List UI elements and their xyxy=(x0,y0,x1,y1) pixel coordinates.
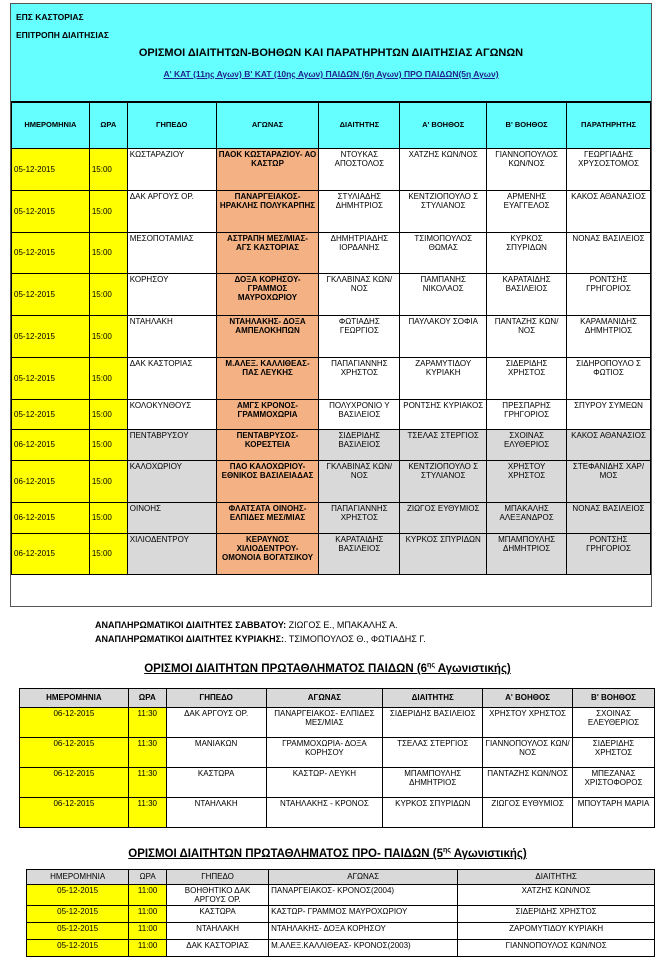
youth-title-end: Αγωνιστικής) xyxy=(434,662,511,675)
col-time: 15:00 xyxy=(89,233,127,274)
col-referee: ΓΚΛΑΒΙΝΑΣ ΚΩΝ/ΝΟΣ xyxy=(319,461,400,503)
schedule-title: ΟΡΙΣΜΟΙ ΔΙΑΙΤΗΤΩΝ-ΒΟΗΘΩΝ ΚΑΙ ΠΑΡΑΤΗΡΗΤΩΝ ΔΙΑΙΤΗΣΙΑΣ ΑΓΩΝΩΝ xyxy=(138,47,524,59)
col-assistant1: ΧΡΗΣΤΟΥ ΧΡΗΣΤΟΣ xyxy=(483,708,573,738)
col-referee: ΜΠΑΜΠΟΥΛΗΣ ΔΗΜΗΤΡΙΟΣ xyxy=(383,768,483,798)
col-venue: ΚΑΛΟΧΩΡΙΟΥ xyxy=(127,461,216,503)
header-col-observer: ΠΑΡΑΤΗΡΗΤΗΣ xyxy=(567,103,651,149)
col-observer: ΣΠΥΡΟΥ ΣΥΜΕΩΝ xyxy=(567,400,651,430)
header-col-time: ΩΡΑ xyxy=(128,689,166,708)
schedule-subtitle: Α' ΚΑΤ (11ης Αγων) Β' ΚΑΤ (10ης Αγων) ΠΑΙΔΩΝ (6η Αγων) ΠΡΟ ΠΑΙΔΩΝ(5η Αγων) xyxy=(163,69,499,79)
col-venue: ΚΩΣΤΑΡΑΖΙΟΥ xyxy=(127,149,216,191)
col-time: 15:00 xyxy=(89,191,127,233)
col-venue: ΚΟΛΟΚΥΝΘΟΥΣ xyxy=(127,400,216,430)
header-col-referee: ΔΙΑΙΤΗΤΗΣ xyxy=(319,103,400,149)
col-assistant2: ΚΥΡΚΟΣ ΣΠΥΡΙΔΩΝ xyxy=(487,233,567,274)
col-venue: ΜΑΝΙΑΚΩΝ xyxy=(166,738,266,768)
col-match: ΠΑΟΚ ΚΩΣΤΑΡΑΖΙΟΥ- ΑΟ ΚΑΣΤΩΡ xyxy=(216,149,319,191)
col-observer: ΚΑΚΟΣ ΑΘΑΝΑΣΙΟΣ xyxy=(567,430,651,461)
col-observer: ΚΑΡΑΜΑΝΙΔΗΣ ΔΗΜΗΤΡΙΟΣ xyxy=(567,316,651,358)
col-date: 06-12-2015 xyxy=(12,430,90,461)
col-date: 06-12-2015 xyxy=(12,503,90,534)
col-assistant2: ΧΡΗΣΤΟΥ ΧΡΗΣΤΟΣ xyxy=(487,461,567,503)
col-assistant1: ΚΕΝΤΖΙΟΠΟΥΛΟ Σ ΣΤΥΛΙΑΝΟΣ xyxy=(400,461,487,503)
col-referee: ΔΗΜΗΤΡΙΑΔΗΣ ΙΟΡΔΑΝΗΣ xyxy=(319,233,400,274)
col-match: ΠΑΝΑΡΓΕΙΑΚΟΣ- ΗΡΑΚΛΗΣ ΠΟΛΥΚΑΡΠΗΣ xyxy=(216,191,319,233)
col-assistant2: ΑΡΜΕΝΗΣ ΕΥΑΓΓΕΛΟΣ xyxy=(487,191,567,233)
header-col-assistant1: Α' ΒΟΗΘΟΣ xyxy=(483,689,573,708)
col-assistant2: ΜΠΑΚΑΛΗΣ ΑΛΕΞΑΝΔΡΟΣ xyxy=(487,503,567,534)
col-date: 05-12-2015 xyxy=(27,923,129,940)
col-referee: ΚΑΡΑΤΑΙΔΗΣ ΒΑΣΙΛΕΙΟΣ xyxy=(319,534,400,575)
youth-title-sup: ης xyxy=(427,662,435,669)
col-time: 11:00 xyxy=(129,885,167,906)
header-col-assistant1: Α' ΒΟΗΘΟΣ xyxy=(400,103,487,149)
col-referee: ΤΣΕΛΑΣ ΣΤΕΡΓΙΟΣ xyxy=(383,738,483,768)
col-match: ΦΛΑΤΣΑΤΑ ΟΙΝΟΗΣ- ΕΛΠΙΔΕΣ ΜΕΣ/ΜΙΑΣ xyxy=(216,503,319,534)
col-time: 15:00 xyxy=(89,316,127,358)
col-match: ΔΟΞΑ ΚΟΡΗΣΟΥ- ΓΡΑΜΜΟΣ ΜΑΥΡΟΧΩΡΙΟΥ xyxy=(216,274,319,316)
col-venue: ΚΑΣΤΩΡΑ xyxy=(167,906,269,923)
col-referee: ΧΑΤΖΗΣ ΚΩΝ/ΝΟΣ xyxy=(458,885,655,906)
col-referee: ΠΑΠΑΓΙΑΝΝΗΣ ΧΡΗΣΤΟΣ xyxy=(319,503,400,534)
col-assistant2: ΣΧΟΙΝΑΣ ΕΛΥΘΕΡΙΟΣ xyxy=(487,430,567,461)
col-date: 05-12-2015 xyxy=(12,149,90,191)
col-assistant1: ΓΙΑΝΝΟΠΟΥΛΟΣ ΚΩΝ/ΝΟΣ xyxy=(483,738,573,768)
col-venue: ΠΕΝΤΑΒΡΥΣΟΥ xyxy=(127,430,216,461)
col-referee: ΦΩΤΙΑΔΗΣ ΓΕΩΡΓΙΟΣ xyxy=(319,316,400,358)
col-assistant1: ΖΙΩΓΟΣ ΕΥΘΥΜΙΟΣ xyxy=(483,798,573,828)
backup-saturday xyxy=(95,620,398,630)
col-date: 05-12-2015 xyxy=(27,885,129,906)
col-time: 11:30 xyxy=(128,738,166,768)
col-assistant2: ΣΙΔΕΡΙΔΗΣ ΧΡΗΣΤΟΣ xyxy=(487,358,567,400)
schedule-header xyxy=(11,4,651,102)
header-col-venue: ΓΗΠΕΔΟ xyxy=(167,870,269,885)
junior-matches-table xyxy=(26,869,655,957)
col-assistant1: ΚΕΝΤΖΙΟΠΟΥΛΟ Σ ΣΤΥΛΙΑΝΟΣ xyxy=(400,191,487,233)
table-header-row xyxy=(27,870,655,885)
col-assistant1: ΠΑΝΤΑΖΗΣ ΚΩΝ/ΝΟΣ xyxy=(483,768,573,798)
table-header-row xyxy=(12,103,651,149)
col-match: ΑΜΓΣ ΚΡΟΝΟΣ- ΓΡΑΜΜΟΧΩΡΙΑ xyxy=(216,400,319,430)
table-header-row xyxy=(20,689,655,708)
col-time: 11:30 xyxy=(128,798,166,828)
col-match: ΠΑΝΑΡΓΕΙΑΚΟΣ- ΕΛΠΙΔΕΣ ΜΕΣ/ΜΙΑΣ xyxy=(266,708,383,738)
col-venue: ΚΟΡΗΣΟΥ xyxy=(127,274,216,316)
backup-sunday-names: . ΤΣΙΜΟΠΟΥΛΟΣ Θ., ΦΩΤΙΑΔΗΣ Γ. xyxy=(284,634,426,644)
col-time: 15:00 xyxy=(89,461,127,503)
col-time: 15:00 xyxy=(89,274,127,316)
junior-title-end: Αγωνιστικής) xyxy=(450,847,527,860)
header-col-referee: ΔΙΑΙΤΗΤΗΣ xyxy=(383,689,483,708)
header-col-assistant2: Β' ΒΟΗΘΟΣ xyxy=(573,689,655,708)
youth-title xyxy=(0,662,655,675)
col-venue: ΔΑΚ ΑΡΓΟΥΣ ΟΡ. xyxy=(166,708,266,738)
col-date: 05-12-2015 xyxy=(27,940,129,957)
col-assistant2: ΓΙΑΝΝΟΠΟΥΛΟΣ ΚΩΝ/ΝΟΣ xyxy=(487,149,567,191)
col-time: 11:30 xyxy=(128,768,166,798)
col-date: 05-12-2015 xyxy=(12,274,90,316)
col-assistant1: ΠΑΥΛΑΚΟΥ ΣΟΦΙΑ xyxy=(400,316,487,358)
col-venue: ΔΑΚ ΚΑΣΤΟΡΙΑΣ xyxy=(167,940,269,957)
col-match: ΚΑΣΤΩΡ- ΓΡΑΜΜΟΣ ΜΑΥΡΟΧΩΡΙΟΥ xyxy=(269,906,458,923)
col-match: ΝΤΑΗΛΑΚΗΣ- ΔΟΞΑ ΚΟΡΗΣΟΥ xyxy=(269,923,458,940)
col-time: 15:00 xyxy=(89,534,127,575)
col-observer: ΓΕΩΡΓΙΑΔΗΣ ΧΡΥΣΟΣΤΟΜΟΣ xyxy=(567,149,651,191)
table-row xyxy=(20,798,655,828)
col-match: ΝΤΑΗΛΑΚΗΣ- ΔΟΞΑ ΑΜΠΕΛΟΚΗΠΩΝ xyxy=(216,316,319,358)
table-row xyxy=(12,149,651,191)
table-row xyxy=(12,400,651,430)
col-observer: ΡΟΝΤΣΗΣ ΓΡΗΓΟΡΙΟΣ xyxy=(567,534,651,575)
table-row xyxy=(12,191,651,233)
col-referee: ΣΤΥΛΙΑΔΗΣ ΔΗΜΗΤΡΙΟΣ xyxy=(319,191,400,233)
header-col-match: ΑΓΩΝΑΣ xyxy=(269,870,458,885)
table-row xyxy=(12,534,651,575)
col-time: 15:00 xyxy=(89,400,127,430)
col-match: ΓΡΑΜΜΟΧΩΡΙΑ- ΔΟΞΑ ΚΟΡΗΣΟΥ xyxy=(266,738,383,768)
table-empty-area xyxy=(12,575,651,643)
table-row xyxy=(27,885,655,906)
junior-title-text: ΟΡΙΣΜΟΙ ΔΙΑΙΤΗΤΩΝ ΠΡΩΤΑΘΛΗΜΑΤΟΣ ΠΡΟ- ΠΑΙΔΩΝ (5 xyxy=(128,847,444,860)
col-date: 05-12-2015 xyxy=(12,400,90,430)
backup-sunday-label: ΑΝΑΠΛΗΡΩΜΑΤΙΚΟΙ ΔΙΑΙΤΗΤΕΣ ΚΥΡΙΑΚΗΣ: xyxy=(95,634,284,644)
header-col-date: ΗΜΕΡΟΜΗΝΙΑ xyxy=(12,103,90,149)
col-observer: ΡΟΝΤΣΗΣ ΓΡΗΓΟΡΙΟΣ xyxy=(567,274,651,316)
col-observer: ΚΑΚΟΣ ΑΘΑΝΑΣΙΟΣ xyxy=(567,191,651,233)
col-match: Μ.ΑΛΕΞ. ΚΑΛΛΙΘΕΑΣ- ΠΑΣ ΛΕΥΚΗΣ xyxy=(216,358,319,400)
col-observer: ΝΟΝΑΣ ΒΑΣΙΛΕΙΟΣ xyxy=(567,233,651,274)
col-assistant2: ΜΠΕΖΑΝΑΣ ΧΡΙΣΤΟΦΟΡΟΣ xyxy=(573,768,655,798)
col-assistant2: ΜΠΑΜΠΟΥΛΗΣ ΔΗΜΗΤΡΙΟΣ xyxy=(487,534,567,575)
col-date: 06-12-2015 xyxy=(20,768,129,798)
col-assistant1: ΖΑΡΑΜΥΤΙΔΟΥ ΚΥΡΙΑΚΗ xyxy=(400,358,487,400)
col-date: 05-12-2015 xyxy=(27,906,129,923)
table-row xyxy=(12,358,651,400)
youth-matches-table xyxy=(19,688,655,828)
col-venue: ΝΤΑΗΛΑΚΗ xyxy=(166,798,266,828)
col-match: ΝΤΑΗΛΑΚΗΣ - ΚΡΟΝΟΣ xyxy=(266,798,383,828)
col-assistant1: ΠΑΜΠΑΝΗΣ ΝΙΚΟΛΑΟΣ xyxy=(400,274,487,316)
col-match: Μ.ΑΛΕΞ.ΚΑΛΛΙΘΕΑΣ- ΚΡΟΝΟΣ(2003) xyxy=(269,940,458,957)
header-col-referee: ΔΙΑΙΤΗΤΗΣ xyxy=(458,870,655,885)
col-assistant2: ΠΡΕΣΠΑΡΗΣ ΓΡΗΓΟΡΙΟΣ xyxy=(487,400,567,430)
col-observer: ΣΙΔΗΡΟΠΟΥΛΟ Σ ΦΩΤΙΟΣ xyxy=(567,358,651,400)
header-col-assistant2: Β' ΒΟΗΘΟΣ xyxy=(487,103,567,149)
senior-matches-table xyxy=(11,102,651,643)
col-referee: ΣΙΔΕΡΙΔΗΣ ΒΑΣΙΛΕΙΟΣ xyxy=(383,708,483,738)
header-col-date: ΗΜΕΡΟΜΗΝΙΑ xyxy=(20,689,129,708)
col-venue: ΔΑΚ ΑΡΓΟΥΣ ΟΡ. xyxy=(127,191,216,233)
header-col-time: ΩΡΑ xyxy=(129,870,167,885)
col-date: 06-12-2015 xyxy=(20,738,129,768)
table-row xyxy=(12,316,651,358)
col-assistant1: ΚΥΡΚΟΣ ΣΠΥΡΙΔΩΝ xyxy=(400,534,487,575)
col-date: 05-12-2015 xyxy=(12,316,90,358)
main-schedule-frame xyxy=(10,3,652,607)
col-time: 11:00 xyxy=(129,906,167,923)
col-assistant1: ΧΑΤΖΗΣ ΚΩΝ/ΝΟΣ xyxy=(400,149,487,191)
junior-title-sup: ης xyxy=(443,847,451,854)
header-col-time: ΩΡΑ xyxy=(89,103,127,149)
table-row xyxy=(12,430,651,461)
col-assistant2: ΣΧΟΙΝΑΣ ΕΛΕΥΘΕΡΙΟΣ xyxy=(573,708,655,738)
header-col-match: ΑΓΩΝΑΣ xyxy=(266,689,383,708)
col-referee: ΝΤΟΥΚΑΣ ΑΠΟΣΤΟΛΟΣ xyxy=(319,149,400,191)
col-time: 11:30 xyxy=(128,708,166,738)
col-observer: ΣΤΕΦΑΝΙΔΗΣ ΧΑΡ/ΜΟΣ xyxy=(567,461,651,503)
table-row xyxy=(20,708,655,738)
col-referee: ΣΙΔΕΡΙΔΗΣ ΧΡΗΣΤΟΣ xyxy=(458,906,655,923)
col-referee: ΠΟΛΥΧΡΟΝΙΟ Υ ΒΑΣΙΛΕΙΟΣ xyxy=(319,400,400,430)
col-venue: ΔΑΚ ΚΑΣΤΟΡΙΑΣ xyxy=(127,358,216,400)
col-assistant1: ΤΣΕΛΑΣ ΣΤΕΡΓΙΟΣ xyxy=(400,430,487,461)
col-venue: ΝΤΑΗΛΑΚΗ xyxy=(167,923,269,940)
col-date: 05-12-2015 xyxy=(12,233,90,274)
col-date: 06-12-2015 xyxy=(12,534,90,575)
col-time: 15:00 xyxy=(89,149,127,191)
col-match: ΚΕΡΑΥΝΟΣ ΧΙΛΙΟΔΕΝΤΡΟΥ- ΟΜΟΝΟΙΑ ΒΟΓΑΤΣΙΚΟΥ xyxy=(216,534,319,575)
col-time: 11:00 xyxy=(129,923,167,940)
table-row xyxy=(12,233,651,274)
backup-sunday xyxy=(95,634,426,644)
empty-cell xyxy=(12,575,651,643)
col-assistant2: ΚΑΡΑΤΑΙΔΗΣ ΒΑΣΙΛΕΙΟΣ xyxy=(487,274,567,316)
col-date: 05-12-2015 xyxy=(12,358,90,400)
col-date: 06-12-2015 xyxy=(20,708,129,738)
col-referee: ΣΙΔΕΡΙΔΗΣ ΒΑΣΙΛΕΙΟΣ xyxy=(319,430,400,461)
col-date: 06-12-2015 xyxy=(20,798,129,828)
col-time: 15:00 xyxy=(89,358,127,400)
col-date: 06-12-2015 xyxy=(12,461,90,503)
table-row xyxy=(20,768,655,798)
col-referee: ΚΥΡΚΟΣ ΣΠΥΡΙΔΩΝ xyxy=(383,798,483,828)
backup-saturday-names: ΖΙΩΓΟΣ Ε., ΜΠΑΚΑΛΗΣ Α. xyxy=(286,620,398,630)
col-observer: ΝΟΝΑΣ ΒΑΣΙΛΕΙΟΣ xyxy=(567,503,651,534)
backup-saturday-label: ΑΝΑΠΛΗΡΩΜΑΤΙΚΟΙ ΔΙΑΙΤΗΤΕΣ ΣΑΒΒΑΤΟΥ: xyxy=(95,620,287,630)
junior-title xyxy=(0,847,655,860)
table-row xyxy=(27,906,655,923)
table-row xyxy=(12,274,651,316)
col-referee: ΓΙΑΝΝΟΠΟΥΛΟΣ ΚΩΝ/ΝΟΣ xyxy=(458,940,655,957)
col-venue: ΟΙΝΟΗΣ xyxy=(127,503,216,534)
col-match: ΑΣΤΡΑΠΗ ΜΕΣ/ΜΙΑΣ- ΑΓΣ ΚΑΣΤΟΡΙΑΣ xyxy=(216,233,319,274)
table-row xyxy=(27,940,655,957)
col-assistant1: ΖΙΩΓΟΣ ΕΥΘΥΜΙΟΣ xyxy=(400,503,487,534)
col-referee: ΠΑΠΑΓΙΑΝΝΗΣ ΧΡΗΣΤΟΣ xyxy=(319,358,400,400)
col-match: ΠΑΝΑΡΓΕΙΑΚΟΣ- ΚΡΟΝΟΣ(2004) xyxy=(269,885,458,906)
col-venue: ΝΤΑΗΛΑΚΗ xyxy=(127,316,216,358)
table-row xyxy=(12,503,651,534)
col-match: ΠΕΝΤΑΒΡΥΣΟΣ- ΚΟΡΕΣΤΕΙΑ xyxy=(216,430,319,461)
table-row xyxy=(27,923,655,940)
youth-title-text: ΟΡΙΣΜΟΙ ΔΙΑΙΤΗΤΩΝ ΠΡΩΤΑΘΛΗΜΑΤΟΣ ΠΑΙΔΩΝ (6 xyxy=(144,662,428,675)
table-row xyxy=(12,461,651,503)
col-time: 15:00 xyxy=(89,430,127,461)
header-col-match: ΑΓΩΝΑΣ xyxy=(216,103,319,149)
col-time: 15:00 xyxy=(89,503,127,534)
col-venue: ΧΙΛΙΟΔΕΝΤΡΟΥ xyxy=(127,534,216,575)
col-venue: ΒΟΗΘΗΤΙΚΟ ΔΑΚ ΑΡΓΟΥΣ ΟΡ. xyxy=(167,885,269,906)
header-col-date: ΗΜΕΡΟΜΗΝΙΑ xyxy=(27,870,129,885)
col-match: ΚΑΣΤΩΡ- ΛΕΥΚΗ xyxy=(266,768,383,798)
org-name: ΕΠΣ ΚΑΣΤΟΡΙΑΣ xyxy=(16,12,84,22)
col-assistant1: ΤΣΙΜΟΠΟΥΛΟΣ ΘΩΜΑΣ xyxy=(400,233,487,274)
col-match: ΠΑΟ ΚΑΛΟΧΩΡΙΟΥ- ΕΘΝΙΚΟΣ ΒΑΣΙΛΕΙΑΔΑΣ xyxy=(216,461,319,503)
col-referee: ΓΚΛΑΒΙΝΑΣ ΚΩΝ/ΝΟΣ xyxy=(319,274,400,316)
col-assistant2: ΣΙΔΕΡΙΔΗΣ ΧΡΗΣΤΟΣ xyxy=(573,738,655,768)
col-assistant1: ΡΟΝΤΣΗΣ ΚΥΡΙΑΚΟΣ xyxy=(400,400,487,430)
col-referee: ΖΑΡΟΜΥΤΙΔΟΥ ΚΥΡΙΑΚΗ xyxy=(458,923,655,940)
col-assistant2: ΜΠΟΥΤΑΡΗ ΜΑΡΙΑ xyxy=(573,798,655,828)
col-venue: ΚΑΣΤΩΡΑ xyxy=(166,768,266,798)
col-date: 05-12-2015 xyxy=(12,191,90,233)
table-row xyxy=(20,738,655,768)
header-col-venue: ΓΗΠΕΔΟ xyxy=(127,103,216,149)
col-assistant2: ΠΑΝΤΑΖΗΣ ΚΩΝ/ΝΟΣ xyxy=(487,316,567,358)
col-venue: ΜΕΣΟΠΟΤΑΜΙΑΣ xyxy=(127,233,216,274)
col-time: 11:00 xyxy=(129,940,167,957)
header-col-venue: ΓΗΠΕΔΟ xyxy=(166,689,266,708)
committee-name: ΕΠΙΤΡΟΠΗ ΔΙΑΙΤΗΣΙΑΣ xyxy=(16,30,109,40)
